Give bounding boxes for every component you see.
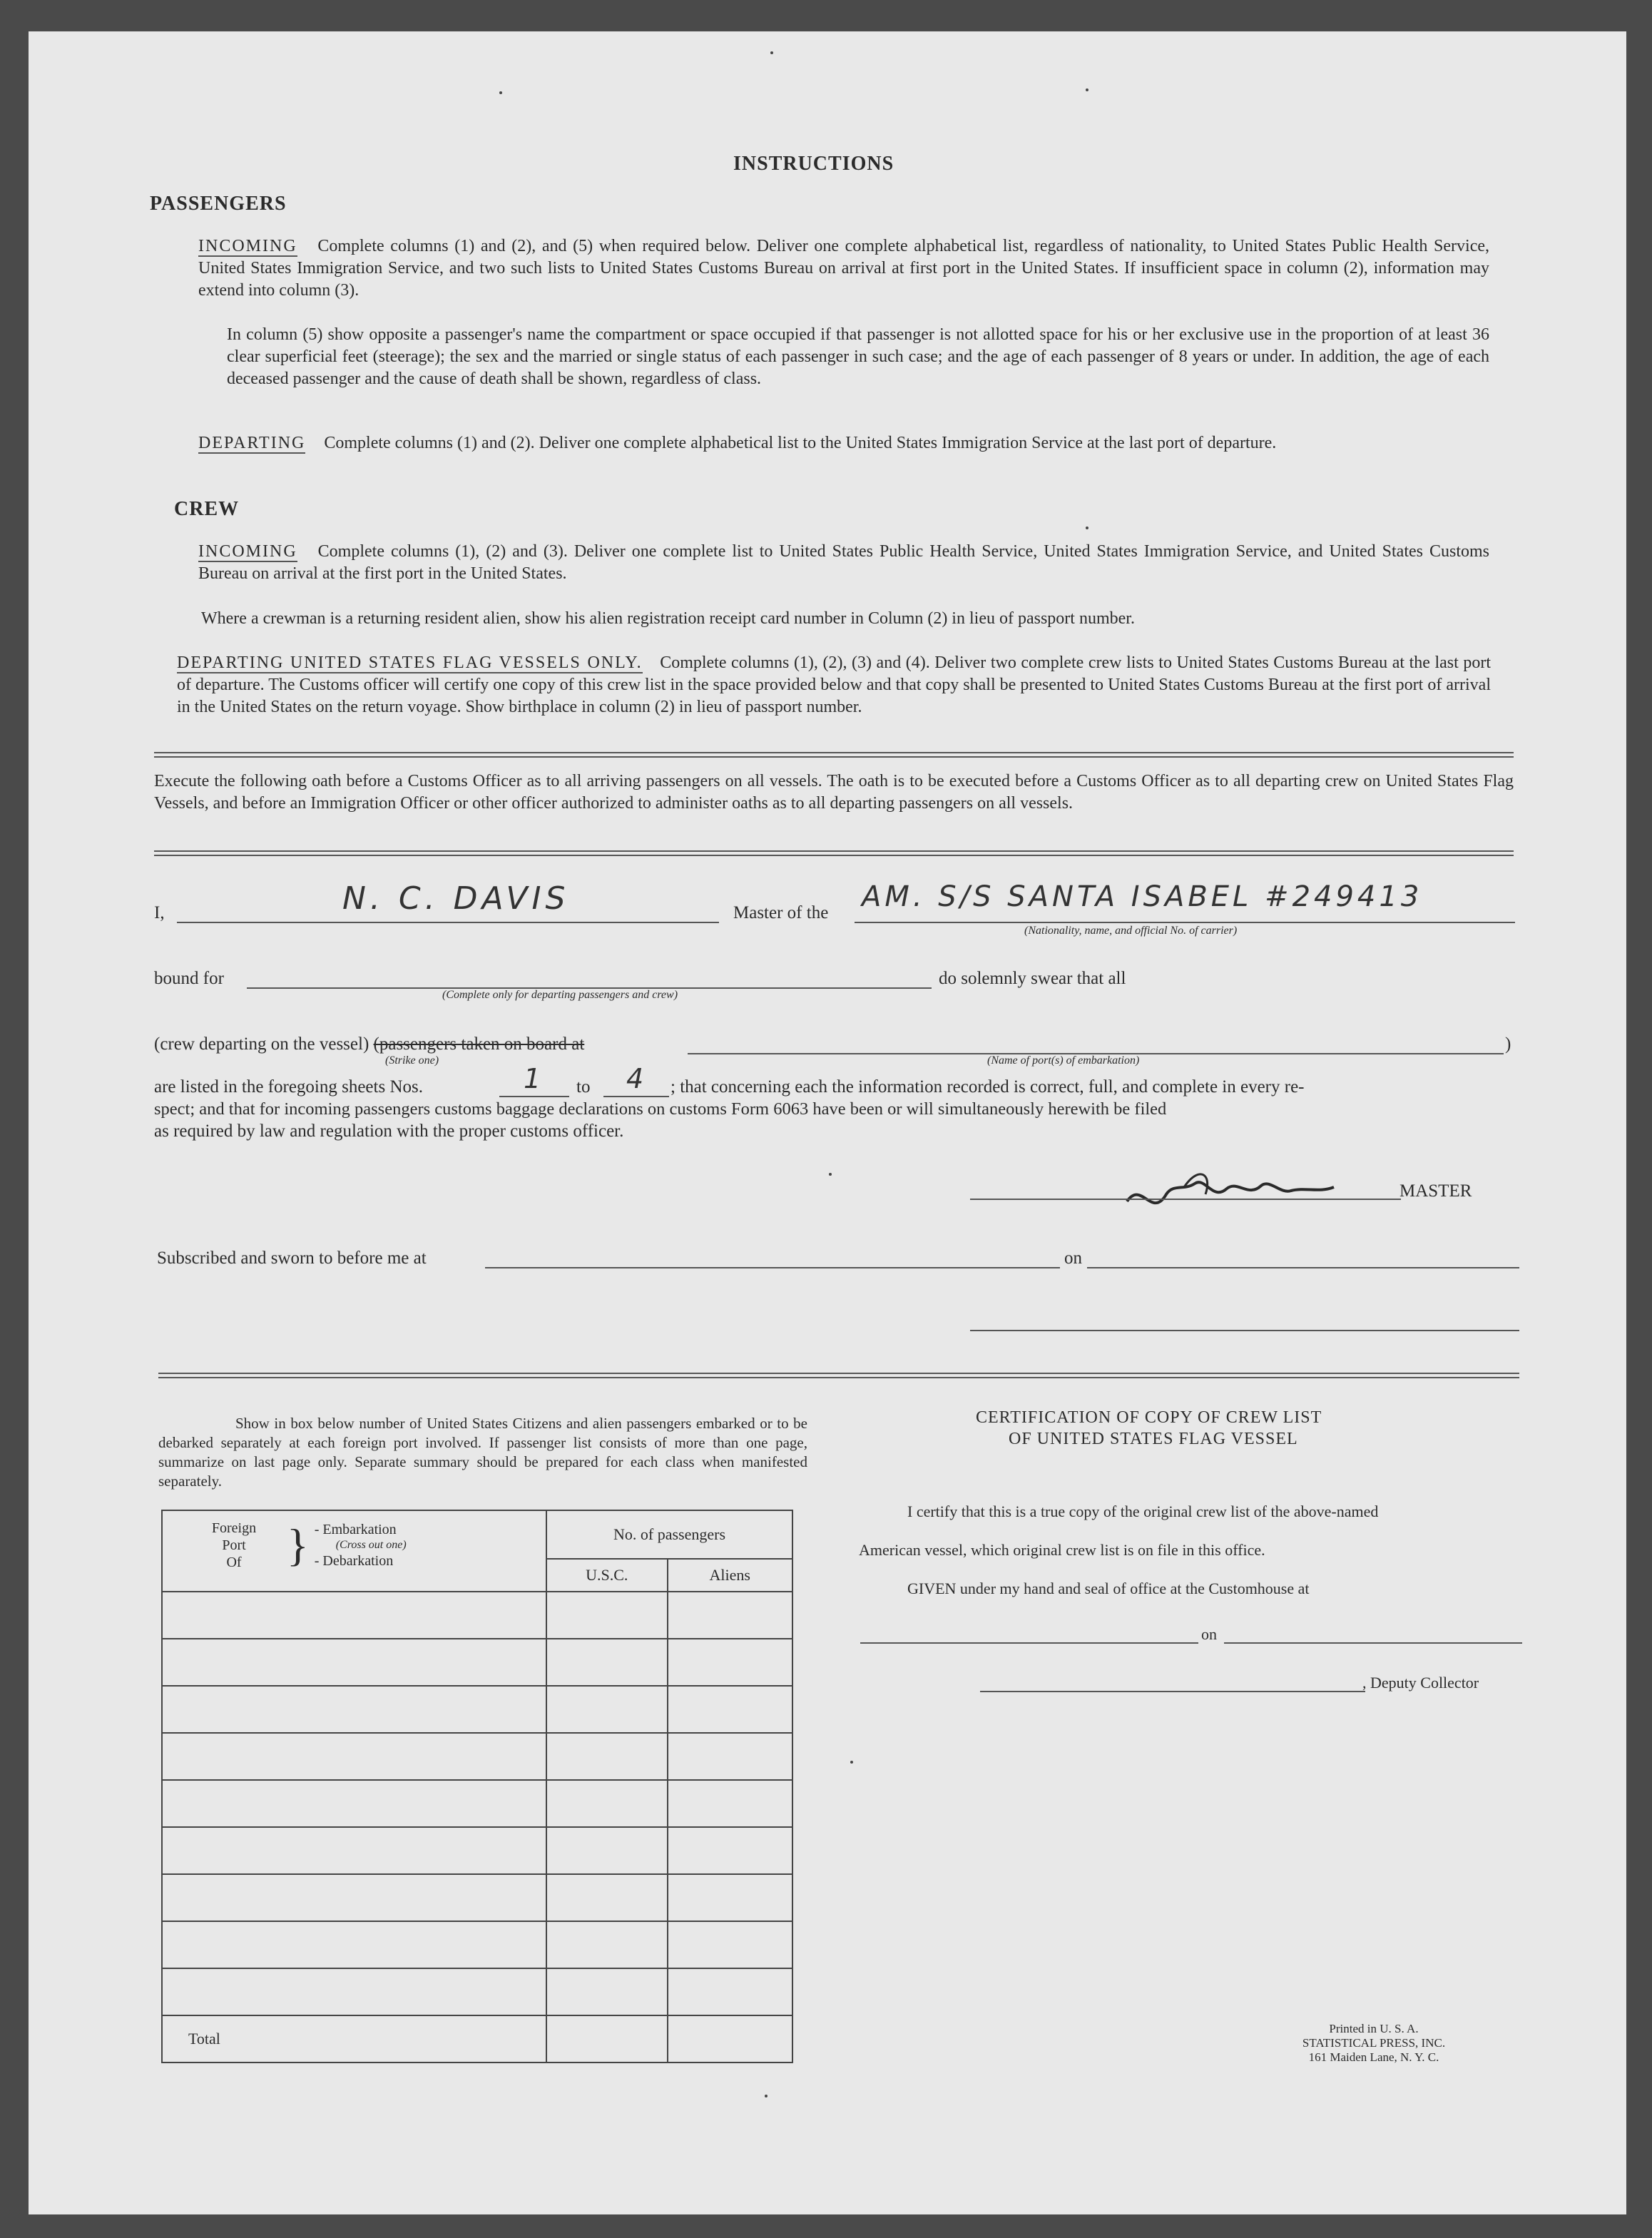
port-cell[interactable] (162, 1780, 546, 1827)
port-header (162, 1510, 546, 1592)
scan-speck (499, 91, 502, 94)
vessel-line (855, 922, 1515, 923)
debarkation-label: - Debarkation (314, 1553, 394, 1569)
strike-caption: (Strike one) (385, 1054, 439, 1067)
usc-cell[interactable] (546, 1780, 668, 1827)
cert-on-label: on (1201, 1625, 1217, 1643)
vessel-caption: (Nationality, name, and official No. of carrier) (1024, 925, 1238, 937)
listed-rest-3: as required by law and regulation with the proper customs officer. (154, 1121, 624, 1141)
port-cell[interactable] (162, 1921, 546, 1968)
aliens-cell[interactable] (668, 1686, 793, 1733)
aliens-cell[interactable] (668, 1780, 793, 1827)
scan-speck (1086, 527, 1088, 529)
vessel-field[interactable]: AM. S/S SANTA ISABEL #249413 (862, 880, 1423, 913)
printer-line-3: 161 Maiden Lane, N. Y. C. (1308, 2050, 1439, 2064)
divider (154, 855, 1514, 856)
master-name-field[interactable]: N. C. DAVIS (342, 880, 570, 917)
port-cell[interactable] (162, 1639, 546, 1686)
scan-speck (829, 1173, 832, 1176)
usc-cell[interactable] (546, 1639, 668, 1686)
port-label: Port (222, 1537, 246, 1553)
customhouse-field[interactable] (860, 1642, 1198, 1644)
total-usc-cell[interactable] (546, 2015, 668, 2062)
crew-departing-text (177, 652, 1491, 718)
port-cell[interactable] (162, 1733, 546, 1780)
divider (158, 1373, 1519, 1374)
aliens-cell[interactable] (668, 1874, 793, 1921)
bound-for-caption: (Complete only for departing passengers and crew) (442, 989, 678, 1001)
divider (154, 850, 1514, 852)
port-cell[interactable] (162, 1592, 546, 1639)
subscribed-date-field[interactable] (1087, 1267, 1519, 1268)
usc-cell[interactable] (546, 1592, 668, 1639)
usc-cell[interactable] (546, 1686, 668, 1733)
printer-line-1: Printed in U. S. A. (1329, 2022, 1419, 2035)
crew-departing-body: Complete columns (1), (2), (3) and (4). Deliver two complete crew lists to United States Customs Bureau at the last port of departure. The Customs officer will certify one copy of this crew list in the space provided below and that copy shall be presented to United States Customs Bureau at the first port of arrival in the United States on the return voyage. Show birthplace in column (2) in lieu of passport number. (177, 653, 1492, 716)
swear-label: do solemnly swear that all (939, 969, 1126, 988)
scan-speck (1086, 88, 1088, 91)
aliens-cell[interactable] (668, 1592, 793, 1639)
passengers-incoming-body: Complete columns (1) and (2), and (5) when required below. Deliver one complete alphabetical list, regardless of nationality, to United States Public Health Service, United States Immigration Service, and two such lists to United States Customs Bureau on arrival at first port in the United States. If insufficient space in column (2), information may extend into column (3). (198, 237, 1490, 300)
crew-incoming-text (198, 541, 1489, 585)
given-label: GIVEN under my hand and seal of office at the Customhouse at (907, 1580, 1310, 1597)
divider (158, 1377, 1519, 1378)
passenger-summary-table (161, 1510, 793, 2063)
crew-heading: CREW (174, 498, 240, 520)
sheet-to-field[interactable]: 4 (626, 1063, 648, 1094)
cross-out-caption: (Cross out one) (335, 1539, 407, 1551)
crew-incoming-label: INCOMING (198, 542, 297, 561)
foreign-label: Foreign (211, 1520, 257, 1536)
embarkation-caption: (Name of port(s) of embarkation) (987, 1054, 1140, 1067)
passengers-departing-text (198, 432, 1489, 454)
usc-cell[interactable] (546, 1827, 668, 1874)
master-of-label: Master of the (733, 903, 829, 922)
printer-line-2: STATISTICAL PRESS, INC. (1302, 2036, 1446, 2050)
bound-for-label: bound for (154, 969, 224, 988)
divider (154, 756, 1514, 758)
aliens-cell[interactable] (668, 1827, 793, 1874)
form-sheet (29, 31, 1626, 2214)
master-name-line (177, 922, 719, 923)
of-label: Of (226, 1555, 242, 1570)
summary-note: Show in box below number of United States Citizens and alien passengers embarked or to be debarked separately at each foreign port involved. If passenger list consists of more than one page, summarize on last page only. Separate summary should be prepared for each class when manifested separately. (158, 1415, 807, 1490)
scan-speck (770, 51, 773, 54)
sheet-from-line (499, 1096, 569, 1097)
aliens-cell[interactable] (668, 1639, 793, 1686)
crew-departing-label: DEPARTING UNITED STATES FLAG VESSELS ONLY. (177, 653, 643, 672)
passengers-incoming-label: INCOMING (198, 237, 297, 255)
returning-alien-text: Where a crewman is a returning resident alien, show his alien registration receipt card number in Column (2) in lieu of passport number. (201, 609, 1135, 628)
cert-date-field[interactable] (1224, 1642, 1522, 1644)
usc-header: U.S.C. (546, 1559, 668, 1592)
certify-line-2: American vessel, which original crew list is on file in this office. (859, 1541, 1265, 1559)
total-aliens-cell[interactable] (668, 2015, 793, 2062)
listed-rest-2: spect; and that for incoming passengers customs baggage declarations on customs Form 6063 have been or will simultaneously herewith be filed (154, 1099, 1167, 1119)
close-paren: ) (1505, 1034, 1511, 1054)
subscribed-on-label: on (1064, 1248, 1082, 1268)
column5-text: In column (5) show opposite a passenger's name the compartment or space occupied if that passenger is not allotted space for his or her exclusive use in the proportion of at least 36 clear superficial feet (steerage); the sex and the married or single status of each passenger in such case; and the age of each passenger of 8 years or under. In addition, the age of each deceased passenger and the cause of death shall be shown, regardless of class. (227, 325, 1489, 388)
certification-title-2: OF UNITED STATES FLAG VESSEL (1009, 1430, 1298, 1448)
officer-signature-field[interactable] (970, 1330, 1519, 1331)
certification-title-1: CERTIFICATION OF COPY OF CREW LIST (976, 1408, 1322, 1427)
usc-cell[interactable] (546, 1733, 668, 1780)
brace-icon: } (287, 1520, 309, 1570)
master-label: MASTER (1399, 1181, 1472, 1201)
port-cell[interactable] (162, 1874, 546, 1921)
port-cell[interactable] (162, 1827, 546, 1874)
aliens-cell[interactable] (668, 1968, 793, 2015)
printer-imprint (1253, 2022, 1495, 2065)
passengers-departing-body: Complete columns (1) and (2). Deliver one complete alphabetical list to the United States Immigration Service at the last port of departure. (324, 434, 1277, 452)
deputy-signature-field[interactable] (980, 1691, 1365, 1692)
crew-departing-option (154, 1034, 584, 1054)
sheet-from-field[interactable]: 1 (524, 1063, 546, 1094)
deputy-collector-label: , Deputy Collector (1362, 1674, 1479, 1692)
oath-intro: Execute the following oath before a Customs Officer as to all arriving passengers on all vessels. The oath is to be executed before a Customs Officer as to all departing crew on United States Flag Vessels, and before an Immigration Officer or other officer authorized to administer oaths as to all departing passengers on all vessels. (154, 772, 1514, 813)
usc-cell[interactable] (546, 1921, 668, 1968)
master-signature-line (970, 1199, 1401, 1200)
divider (154, 752, 1514, 753)
master-signature (1098, 1151, 1355, 1230)
to-label: to (576, 1077, 591, 1097)
usc-cell[interactable] (546, 1968, 668, 2015)
i-label: I, (154, 903, 165, 922)
crew-incoming-body: Complete columns (1), (2) and (3). Deliver one complete list to United States Public Health Service, United States Immigration Service, and United States Customs Bureau on arrival at the first port in the United States. (198, 542, 1490, 583)
usc-cell[interactable] (546, 1874, 668, 1921)
listed-rest-1: ; that concerning each the information recorded is correct, full, and complete in every re- (671, 1077, 1305, 1097)
passengers-choice: (passengers taken on board at (373, 1034, 585, 1054)
crew-departing-choice: (crew departing on the vessel) (154, 1034, 369, 1054)
passengers-incoming-text (198, 235, 1489, 302)
port-cell[interactable] (162, 1968, 546, 2015)
subscribed-label: Subscribed and sworn to before me at (157, 1248, 427, 1268)
subscribed-place-field[interactable] (485, 1267, 1060, 1268)
embarkation-label: - Embarkation (314, 1522, 397, 1537)
total-label: Total (162, 2015, 546, 2062)
no-of-passengers-header: No. of passengers (546, 1510, 792, 1559)
sheet-to-line (603, 1096, 669, 1097)
scan-speck (850, 1761, 853, 1764)
aliens-header: Aliens (668, 1559, 793, 1592)
aliens-cell[interactable] (668, 1733, 793, 1780)
passengers-departing-label: DEPARTING (198, 434, 306, 452)
port-cell[interactable] (162, 1686, 546, 1733)
listed-label: are listed in the foregoing sheets Nos. (154, 1077, 423, 1097)
scan-speck (765, 2095, 768, 2097)
aliens-cell[interactable] (668, 1921, 793, 1968)
page-title: INSTRUCTIONS (733, 153, 894, 175)
passengers-heading: PASSENGERS (150, 193, 287, 215)
certify-line-1: I certify that this is a true copy of the original crew list of the above-named (907, 1502, 1379, 1520)
